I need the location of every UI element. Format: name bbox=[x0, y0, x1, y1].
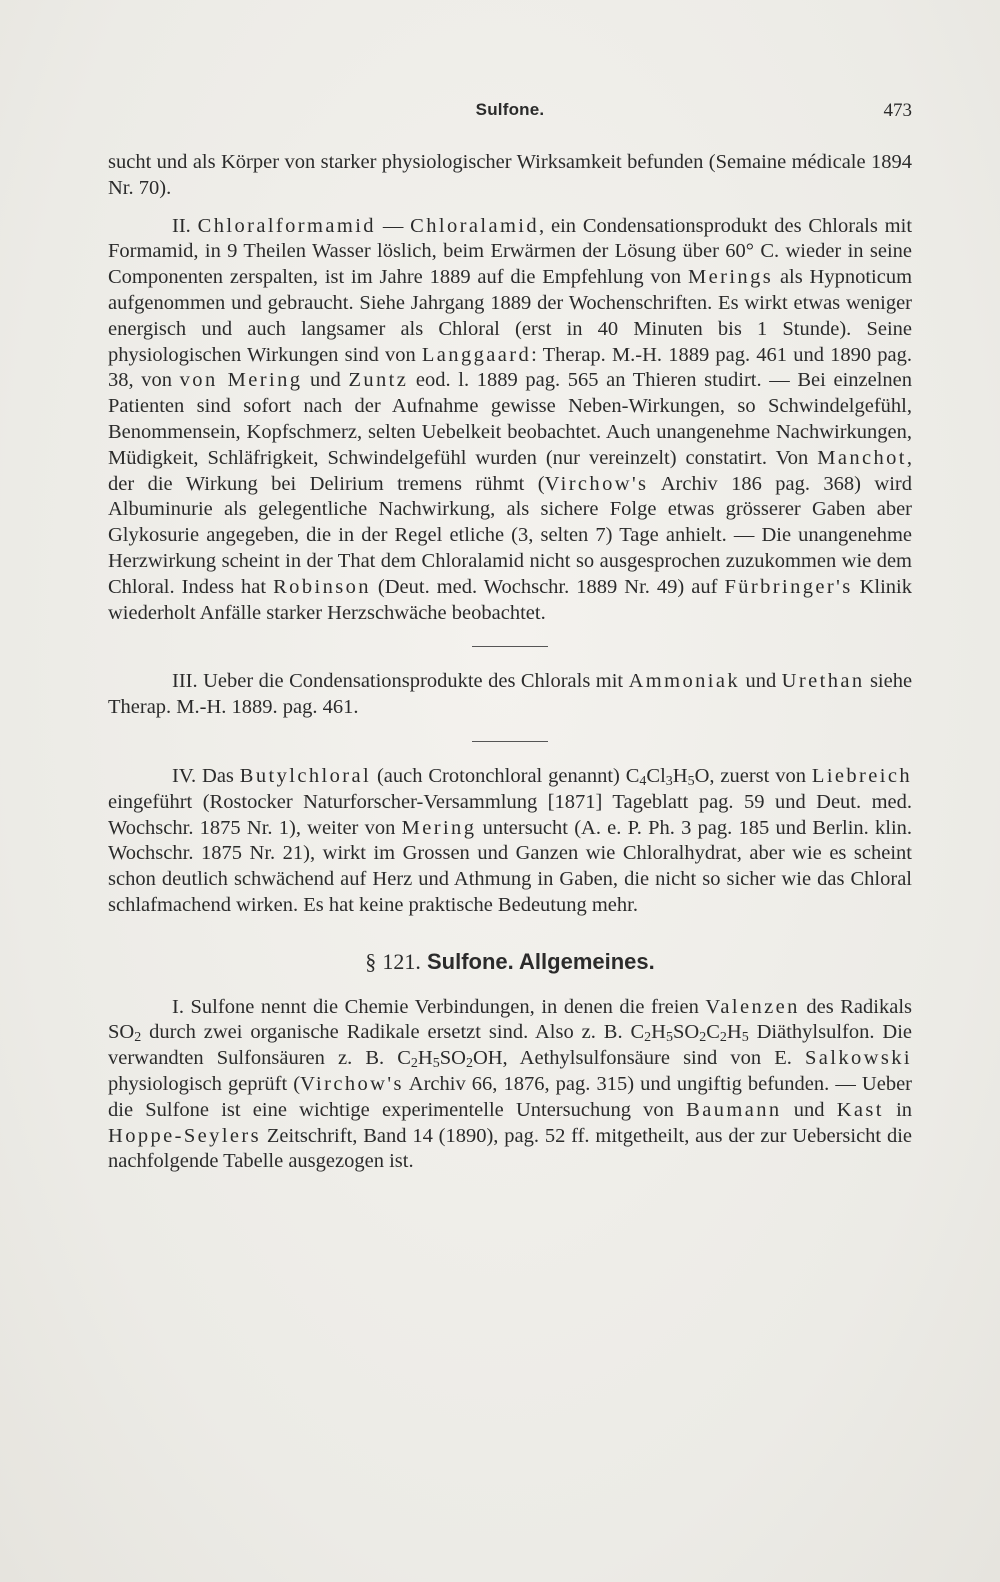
name-kast: Kast bbox=[836, 1098, 884, 1121]
name-fuerbringer: Fürbringer's bbox=[724, 575, 853, 598]
paragraph-continued: sucht und als Körper von starker physiologischer Wirksamkeit befunden (Semaine médicale 1894 Nr. 70). bbox=[108, 151, 912, 199]
section-heading: § 121. Sulfone. Allgemeines. bbox=[365, 948, 655, 974]
paragraph-sulfone: I. Sulfone nennt die Chemie Verbindungen, in denen die freien Valenzen des Radikals $SO_2$ durch zwei organische Radikale ersetzt sind. Also z. B. $C_2H_5SO_2C_2H_5$ Diäthylsulfon. Die verwandten Sulfonsäuren z. B. $C_2H_5SO_2OH$, Aethylsulfonsäure sind von E. Salkowski physiologisch geprüft (Virchow's Archiv 66, 1876, pag. 315) und ungiftig befunden. — Ueber die Sulfone ist eine wichtige experimentelle Untersuchung von Baumann und Kast in Hoppe-Seylers Zeitschrift, Band 14 (1890), pag. 52 ff. mitgetheilt, aus der zur Uebersicht die nachfolgende Tabelle ausgezogen ist. bbox=[108, 995, 913, 1173]
paragraph-chloralformamid: II. Chloralformamid — Chloralamid, ein Condensationsprodukt des Chlorals mit Formamid, in 9 Theilen Wasser löslich, beim Erwärmen der Lösung über 60° C. wieder in seine Componenten zerspalten, ist im Jahre 1889 auf die Empfehlung von Merings als Hypnoticum aufgenommen und gebraucht. Siehe Jahrgang 1889 der Wochenschriften. Es wirkt etwas weniger energisch und auch langsamer als Chloral (erst in 40 Minuten bis 1 Stunde). Seine physiologischen Wirkungen sind von Langgaard: Therap. M.-H. 1889 pag. 461 und 1890 pag. 38, von von Mering und Zuntz eod. l. 1889 pag. 565 an Thieren studirt. — Bei einzelnen Patienten sind sofort nach der Aufnahme gewisse Neben-Wirkungen, so Schwindelgefühl, Benommensein, Kopfschmerz, selten Uebelkeit beobachtet. Auch unangenehme Nachwirkungen, Müdigkeit, Schläfrigkeit, Schwindelgefühl wurden (nur vereinzelt) constatirt. Von Manchot, der die Wirkung bei Delirium tremens rühmt (Virchow's Archiv 186 pag. 368) wird Albuminurie als gelegentliche Nachwirkung, als sichere Folge etwas grösserer Gaben aber Glykosurie angegeben, die in der Regel etliche (3, selten 7) Tage anhielt. — Die unangenehme Herzwirkung scheint in der That dem Chloralamid nicht so ausgesprochen zuzukommen wie dem Chloral. Indess hat Robinson (Deut. med. Wochschr. 1889 Nr. 49) auf Fürbringer's Klinik wiederholt Anfälle starker Herzschwäche beobachtet. bbox=[108, 214, 913, 624]
running-title: Sulfone. bbox=[475, 100, 545, 119]
name-zuntz: Zuntz bbox=[348, 369, 409, 392]
name-virchow: Virchow's bbox=[544, 472, 649, 495]
name-von-mering: von Mering bbox=[179, 369, 303, 392]
term-butylchloral: Butylchloral bbox=[239, 764, 372, 787]
name-langgaard: Langgaard bbox=[421, 343, 532, 366]
paragraph-butylchloral: IV. Das Butylchloral (auch Crotonchloral genannt) $C_4Cl_3H_5O$, zuerst von Liebreich eingeführt (Rostocker Naturforscher-Versammlung [1871] Tageblatt pag. 59 und Deut. med. Wochschr. 1875 Nr. 1), weiter von Mering untersucht (A. e. P. Ph. 3 pag. 185 und Berlin. klin. Wochschr. 1875 Nr. 21), wirkt im Grossen und Ganzen wie Chloralhydrat, aber wie es scheint schon deutlich schwächend auf Herz und Athmung in Gaben, die nicht so sicher wie das Chloral schlafmachend wirken. Es hat keine praktische Bedeutung mehr. bbox=[108, 764, 913, 916]
term-valenzen: Valenzen bbox=[705, 995, 800, 1018]
term-chloralformamid: Chloralformamid bbox=[197, 214, 376, 237]
separator-rule bbox=[472, 646, 548, 647]
separator-rule bbox=[472, 741, 548, 742]
name-mering: Mering bbox=[401, 816, 477, 839]
name-merings: Merings bbox=[687, 266, 774, 289]
paragraph-condensation: III. Ueber die Condensationsprodukte des Chlorals mit Ammoniak und Urethan siehe Therap. M.-H. 1889. pag. 461. bbox=[108, 670, 913, 719]
body-text bbox=[108, 150, 912, 1175]
name-manchot: Manchot bbox=[817, 446, 907, 469]
term-ammoniak: Ammoniak bbox=[628, 670, 741, 693]
name-salkowski: Salkowski bbox=[804, 1047, 912, 1070]
term-urethan: Urethan bbox=[781, 670, 865, 693]
name-liebreich: Liebreich bbox=[811, 764, 913, 787]
name-baumann: Baumann bbox=[686, 1098, 782, 1121]
name-hoppe-seyler: Hoppe-Seylers bbox=[108, 1124, 262, 1147]
name-virchow: Virchow's bbox=[300, 1072, 404, 1095]
running-header bbox=[108, 100, 912, 132]
name-robinson: Robinson bbox=[273, 575, 371, 598]
term-chloralamid: Chloralamid bbox=[410, 214, 540, 237]
page-number: 473 bbox=[883, 100, 912, 121]
